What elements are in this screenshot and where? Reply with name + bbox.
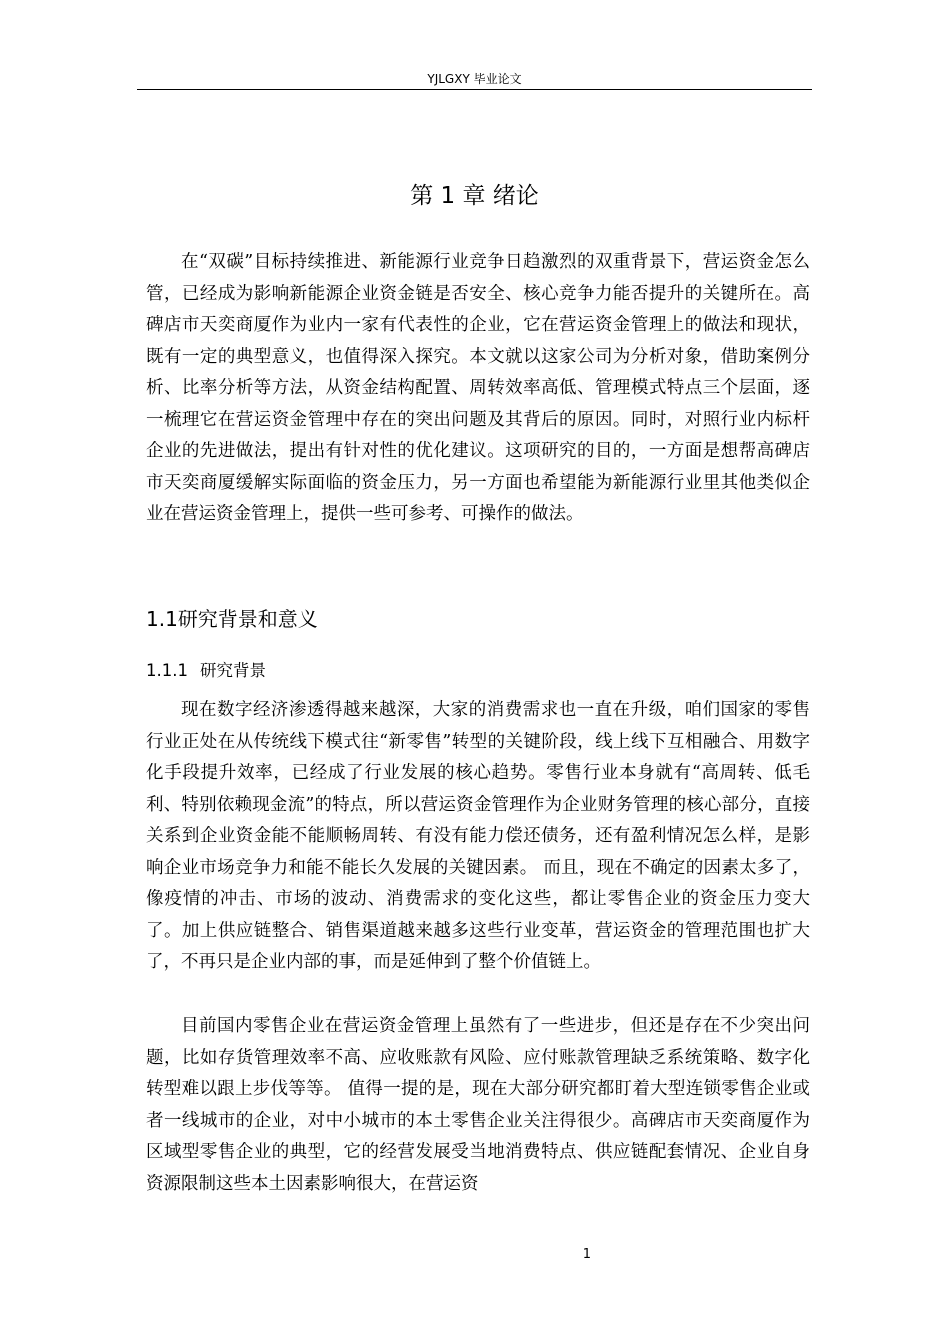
chapter-title: 第 1 章 绪论 — [410, 183, 539, 209]
abstract-paragraph: 在“双碳”目标持续推进、新能源行业竞争日趋激烈的双重背景下，营运资金怎么管，已经成为影响新能源企业资金链是否安全、核心竞争力能否提升的关键所在。高碑店市天奕商厦作为业内一家有代表性的企业，它在营运资金管理上的做法和现状，既有一定的典型意义，也值得深入探究。本文就以这家公司为分析对象，借助案例分析、比率分析等方法，从资金结构配置、周转效率高低、管理模式特点三个层面，逐一梳理它在营运资金管理中存在的突出问题及其背后的原因。同时，对照行业内标杆企业的先进做法，提出有针对性的优化建议。这项研究的目的，一方面是想帮高碑店市天奕商厦缓解实际面临的资金压力，另一方面也希望能为新能源行业里其他类似企业在营运资金管理上，提供一些可参考、可操作的做法。 — [146, 252, 810, 524]
subsection-title: 研究背景 — [199, 661, 266, 680]
section-heading — [146, 605, 318, 633]
section-number: 1.1 — [146, 607, 178, 631]
body-paragraph: 目前国内零售企业在营运资金管理上虽然有了一些进步，但还是存在不少突出问题，比如存货管理效率不高、应收账款有风险、应付账款管理缺乏系统策略、数字化转型难以跟上步伐等等。 值得一提的是，现在大部分研究都盯着大型连锁零售企业或者一线城市的企业，对中小城市的本土零售企业关注得很少。高碑店市天奕商厦作为区域型零售企业的典型，它的经营发展受当地消费特点、供应链配套情况、企业自身资源限制这些本土因素影响很大，在营运资 — [146, 1016, 810, 1194]
subsection-number: 1.1.1 — [146, 661, 188, 680]
page-number: 1 — [582, 1247, 591, 1262]
header-divider — [137, 89, 812, 90]
section-title: 研究背景和意义 — [177, 607, 318, 631]
running-header: YJLGXY 毕业论文 — [427, 72, 522, 86]
subsection-heading — [146, 659, 266, 683]
body-paragraph: 现在数字经济渗透得越来越深，大家的消费需求也一直在升级，咱们国家的零售行业正处在从传统线下模式往“新零售”转型的关键阶段，线上线下互相融合、用数字化手段提升效率，已经成了行业发展的核心趋势。零售行业本身就有“高周转、低毛利、特别依赖现金流”的特点，所以营运资金管理作为企业财务管理的核心部分，直接关系到企业资金能不能顺畅周转、有没有能力偿还债务，还有盈利情况怎么样，是影响企业市场竞争力和能不能长久发展的关键因素。 而且，现在不确定的因素太多了，像疫情的冲击、市场的波动、消费需求的变化这些，都让零售企业的资金压力变大了。加上供应链整合、销售渠道越来越多这些行业变革，营运资金的管理范围也扩大了，不再只是企业内部的事，而是延伸到了整个价值链上。 — [146, 700, 810, 972]
